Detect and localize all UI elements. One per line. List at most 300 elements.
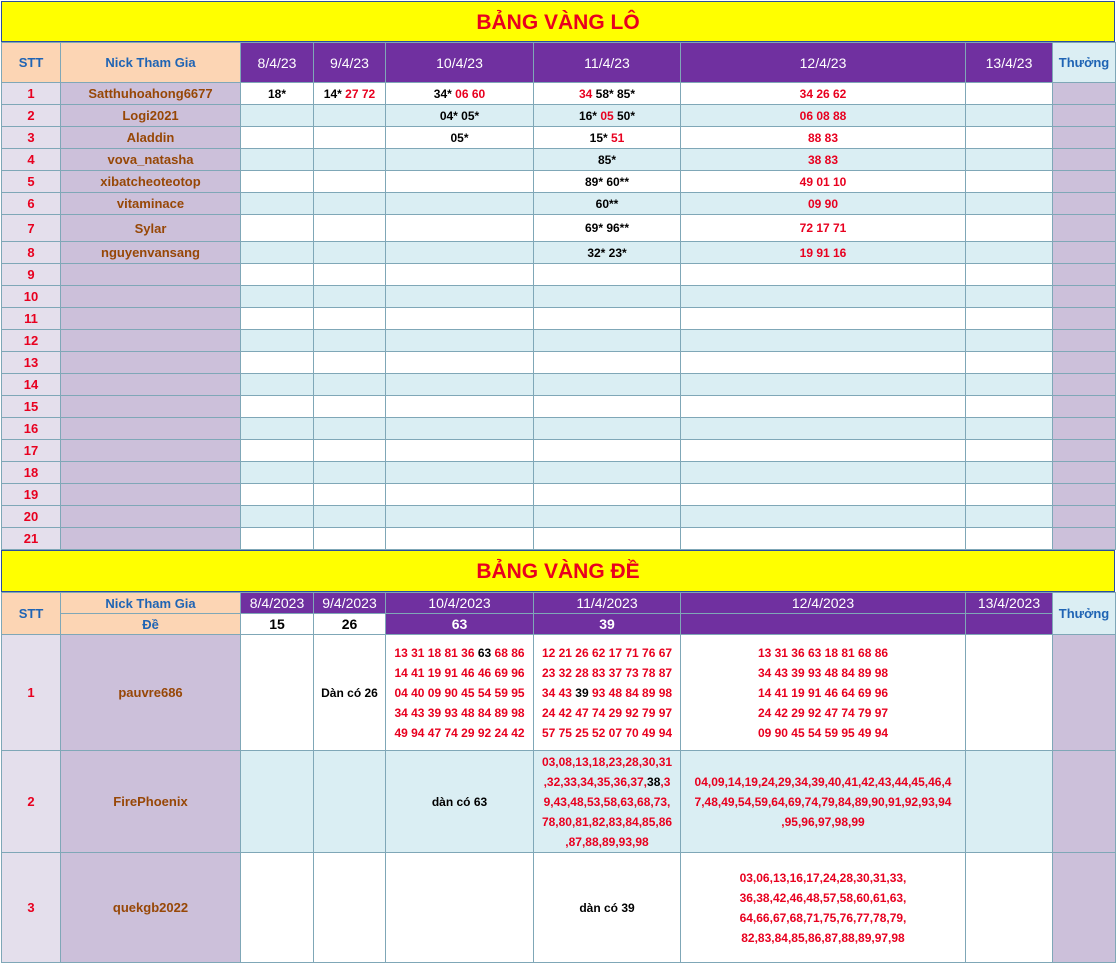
pick-cell <box>241 149 314 171</box>
pick-cell <box>966 374 1053 396</box>
player-nick <box>61 308 241 330</box>
pick-cell <box>681 506 966 528</box>
pick-cell <box>241 171 314 193</box>
pick-cell <box>314 396 386 418</box>
table-row <box>2 374 1116 396</box>
pick-cell <box>386 105 534 127</box>
pick-cell <box>966 215 1053 242</box>
pick-cell <box>386 215 534 242</box>
player-nick <box>61 264 241 286</box>
entry-text: 68 86 14 41 19 91 46 46 69 96 04 40 09 90 45 54 59 95 34 43 39 93 48 84 89 98 49 94 47 74 29 92 24 42 <box>394 645 525 740</box>
date-header: 10/4/2023 <box>386 593 534 614</box>
pick-cell <box>534 308 681 330</box>
reward-cell <box>1053 171 1116 193</box>
pick-cell <box>966 308 1053 330</box>
player-nick <box>61 484 241 506</box>
pick-cell: 03,06,13,16,17,24,28,30,31,33, 36,38,42,46,48,57,58,60,61,63, 64,66,67,68,71,75,76,77,78,79, 82,83,84,85,86,87,88,89,97,98 <box>681 853 966 963</box>
de-result-row <box>2 614 1116 635</box>
entry-text: 34 26 62 <box>799 86 847 101</box>
table-row <box>2 751 1116 853</box>
row-number: 14 <box>2 374 61 396</box>
pick-cell <box>534 149 681 171</box>
pick-cell <box>681 462 966 484</box>
reward-cell <box>1053 635 1116 751</box>
pick-cell <box>534 528 681 550</box>
result-number: 63 <box>386 614 534 635</box>
pick-cell <box>241 462 314 484</box>
entry-text: 58* 85* <box>595 86 636 101</box>
player-nick: vitaminace <box>61 193 241 215</box>
pick-cell <box>386 127 534 149</box>
pick-cell <box>534 264 681 286</box>
player-nick: quekgb2022 <box>61 853 241 963</box>
pick-cell <box>966 484 1053 506</box>
result-number: 26 <box>314 614 386 635</box>
date-header: 9/4/2023 <box>314 593 386 614</box>
pick-cell <box>681 308 966 330</box>
entry-text: 38 83 <box>807 152 839 167</box>
pick-cell <box>386 396 534 418</box>
pick-cell <box>681 396 966 418</box>
entry-text: 85* <box>597 152 617 167</box>
player-nick: FirePhoenix <box>61 751 241 853</box>
pick-cell <box>681 127 966 149</box>
table-row <box>2 149 1116 171</box>
pick-cell <box>966 127 1053 149</box>
pick-cell <box>241 418 314 440</box>
player-nick: Aladdin <box>61 127 241 149</box>
pick-cell <box>241 440 314 462</box>
table-row <box>2 506 1116 528</box>
pick-cell <box>966 149 1053 171</box>
pick-cell <box>681 193 966 215</box>
pick-cell <box>386 286 534 308</box>
pick-cell <box>534 83 681 105</box>
row-number: 2 <box>2 105 61 127</box>
pick-cell <box>241 286 314 308</box>
pick-cell <box>681 440 966 462</box>
lo-table <box>1 42 1116 550</box>
pick-cell <box>314 330 386 352</box>
pick-cell <box>386 352 534 374</box>
player-nick <box>61 330 241 352</box>
pick-cell <box>314 215 386 242</box>
table-row <box>2 352 1116 374</box>
row-number: 4 <box>2 149 61 171</box>
row-number: 16 <box>2 418 61 440</box>
reward-cell <box>1053 528 1116 550</box>
entry-text: 04* 05* <box>439 108 480 123</box>
pick-cell <box>534 396 681 418</box>
pick-cell <box>534 374 681 396</box>
player-nick <box>61 506 241 528</box>
pick-cell <box>534 506 681 528</box>
player-nick: nguyenvansang <box>61 242 241 264</box>
pick-cell <box>314 352 386 374</box>
entry-text: 14* <box>323 86 346 101</box>
pick-cell <box>314 853 386 963</box>
pick-cell <box>534 440 681 462</box>
pick-cell <box>314 264 386 286</box>
table-row <box>2 193 1116 215</box>
reward-cell <box>1053 440 1116 462</box>
reward-cell <box>1053 149 1116 171</box>
reward-cell <box>1053 751 1116 853</box>
pick-cell <box>966 193 1053 215</box>
date-header: 13/4/23 <box>966 43 1053 83</box>
entry-text: 60** <box>595 196 619 211</box>
row-number: 13 <box>2 352 61 374</box>
row-number: 21 <box>2 528 61 550</box>
pick-cell <box>386 528 534 550</box>
reward-cell <box>1053 853 1116 963</box>
table-row <box>2 528 1116 550</box>
pick-cell <box>966 105 1053 127</box>
pick-cell <box>386 83 534 105</box>
entry-text: 51 <box>611 130 625 145</box>
pick-cell <box>314 751 386 853</box>
reward-cell <box>1053 286 1116 308</box>
pick-cell <box>314 374 386 396</box>
pick-cell <box>386 171 534 193</box>
player-nick: xibatcheoteotop <box>61 171 241 193</box>
pick-cell <box>966 635 1053 751</box>
table-row <box>2 396 1116 418</box>
pick-cell <box>241 352 314 374</box>
pick-cell <box>314 149 386 171</box>
entry-text: 12 21 26 62 17 71 76 67 23 32 28 83 37 73 78 87 34 43 <box>541 645 673 700</box>
entry-text: 19 91 16 <box>799 245 847 260</box>
pick-cell: dàn có 39 <box>534 853 681 963</box>
reward-cell <box>1053 374 1116 396</box>
row-number: 11 <box>2 308 61 330</box>
date-header: 12/4/2023 <box>681 593 966 614</box>
pick-cell <box>314 193 386 215</box>
pick-cell <box>386 635 534 751</box>
table-row <box>2 484 1116 506</box>
entry-text: 38 <box>647 774 661 789</box>
entry-text: 27 72 <box>345 86 376 101</box>
entry-text: 34* <box>433 86 456 101</box>
player-nick <box>61 352 241 374</box>
entry-text: 63 <box>477 645 492 660</box>
pick-cell <box>386 330 534 352</box>
pick-cell: Dàn có 26 <box>314 635 386 751</box>
reward-cell <box>1053 83 1116 105</box>
reward-cell <box>1053 352 1116 374</box>
pick-cell <box>966 286 1053 308</box>
pick-cell <box>966 330 1053 352</box>
pick-cell <box>314 506 386 528</box>
pick-cell: 04,09,14,19,24,29,34,39,40,41,42,43,44,45,46,4 7,48,49,54,59,64,69,74,79,84,89,90,91,92,93,94 ,95,96,97,98,99 <box>681 751 966 853</box>
reward-cell <box>1053 193 1116 215</box>
pick-cell <box>386 440 534 462</box>
stt-header: STT <box>2 593 61 635</box>
pick-cell: 13 31 36 63 18 81 68 86 34 43 39 93 48 84 89 98 14 41 19 91 46 64 69 96 24 42 29 92 47 74 79 97 09 90 45 54 59 95 49 94 <box>681 635 966 751</box>
pick-cell <box>386 484 534 506</box>
reward-cell <box>1053 462 1116 484</box>
pick-cell <box>314 484 386 506</box>
pick-cell <box>966 264 1053 286</box>
row-number: 1 <box>2 83 61 105</box>
table-row <box>2 264 1116 286</box>
pick-cell <box>966 242 1053 264</box>
entry-text: 18* <box>267 86 287 101</box>
entry-text: 72 17 71 <box>799 221 847 235</box>
entry-text: 32* 23* <box>587 245 627 260</box>
table-row <box>2 635 1116 751</box>
table-row <box>2 853 1116 963</box>
reward-cell <box>1053 215 1116 242</box>
entry-text: 50* <box>617 108 636 123</box>
pick-cell <box>966 83 1053 105</box>
pick-cell <box>386 264 534 286</box>
pick-cell <box>966 751 1053 853</box>
pick-cell <box>386 242 534 264</box>
player-nick <box>61 374 241 396</box>
pick-cell <box>386 308 534 330</box>
reward-cell <box>1053 308 1116 330</box>
player-nick: vova_natasha <box>61 149 241 171</box>
table-row <box>2 105 1116 127</box>
entry-text: 49 01 10 <box>799 174 847 189</box>
row-number: 17 <box>2 440 61 462</box>
pick-cell <box>681 330 966 352</box>
pick-cell <box>314 418 386 440</box>
pick-cell <box>534 462 681 484</box>
result-number: 15 <box>241 614 314 635</box>
row-number: 12 <box>2 330 61 352</box>
pick-cell <box>534 330 681 352</box>
date-header: 9/4/23 <box>314 43 386 83</box>
pick-cell <box>241 853 314 963</box>
pick-cell <box>534 215 681 242</box>
entry-text: 05 <box>600 108 617 123</box>
player-nick <box>61 462 241 484</box>
pick-cell <box>534 286 681 308</box>
lo-header-row <box>2 43 1116 83</box>
pick-cell <box>314 105 386 127</box>
pick-cell <box>314 528 386 550</box>
pick-cell <box>681 83 966 105</box>
table-row <box>2 83 1116 105</box>
result-number: 39 <box>534 614 681 635</box>
pick-cell <box>681 528 966 550</box>
row-number: 10 <box>2 286 61 308</box>
pick-cell <box>241 484 314 506</box>
player-nick: Logi2021 <box>61 105 241 127</box>
pick-cell <box>966 396 1053 418</box>
pick-cell <box>966 418 1053 440</box>
player-nick <box>61 396 241 418</box>
thuong-header: Thưởng <box>1053 593 1116 635</box>
entry-text: 39 <box>575 685 589 700</box>
lo-title: BẢNG VÀNG LÔ <box>1 1 1115 42</box>
row-number: 1 <box>2 635 61 751</box>
player-nick <box>61 286 241 308</box>
row-number: 2 <box>2 751 61 853</box>
reward-cell <box>1053 242 1116 264</box>
pick-cell <box>241 83 314 105</box>
entry-text: 88 83 <box>807 130 839 145</box>
entry-text: ,3 9,43,48,53,58,63,68,73, 78,80,81,82,83,84,85,86 ,87,88,89,93,98 <box>541 774 673 849</box>
pick-cell <box>386 462 534 484</box>
date-header: 11/4/2023 <box>534 593 681 614</box>
pick-cell <box>966 440 1053 462</box>
pick-cell <box>534 127 681 149</box>
table-row <box>2 286 1116 308</box>
player-nick <box>61 418 241 440</box>
pick-cell <box>241 635 314 751</box>
pick-cell <box>534 484 681 506</box>
date-header: 13/4/2023 <box>966 593 1053 614</box>
row-number: 5 <box>2 171 61 193</box>
pick-cell <box>534 635 681 751</box>
pick-cell <box>534 105 681 127</box>
reward-cell <box>1053 264 1116 286</box>
player-nick <box>61 528 241 550</box>
pick-cell <box>966 528 1053 550</box>
pick-cell <box>241 374 314 396</box>
pick-cell <box>386 418 534 440</box>
table-row <box>2 308 1116 330</box>
pick-cell <box>314 440 386 462</box>
pick-cell <box>241 308 314 330</box>
pick-cell <box>241 264 314 286</box>
pick-cell <box>681 105 966 127</box>
pick-cell <box>386 193 534 215</box>
pick-cell <box>966 352 1053 374</box>
pick-cell <box>534 418 681 440</box>
entry-text: 69* 96** <box>584 221 630 235</box>
table-row <box>2 440 1116 462</box>
result-number <box>966 614 1053 635</box>
entry-text: 03,08,13,18,23,28,30,31 ,32,33,34,35,36,37, <box>541 754 673 789</box>
table-row <box>2 330 1116 352</box>
pick-cell <box>241 242 314 264</box>
reward-cell <box>1053 418 1116 440</box>
row-number: 3 <box>2 127 61 149</box>
pick-cell <box>241 127 314 149</box>
player-nick: Sylar <box>61 215 241 242</box>
row-number: 18 <box>2 462 61 484</box>
entry-text: 93 48 84 89 98 24 42 47 74 29 92 79 97 57 75 25 52 07 70 49 94 <box>541 685 673 740</box>
entry-text: 13 31 18 81 36 <box>394 645 478 660</box>
pick-cell <box>681 352 966 374</box>
thuong-header: Thưởng <box>1053 43 1116 83</box>
pick-cell <box>681 149 966 171</box>
player-nick: Satthuhoahong6677 <box>61 83 241 105</box>
entry-text: 05* <box>450 130 469 145</box>
reward-cell <box>1053 396 1116 418</box>
reward-cell <box>1053 127 1116 149</box>
pick-cell <box>386 149 534 171</box>
pick-cell <box>534 751 681 853</box>
pick-cell <box>314 171 386 193</box>
pick-cell <box>241 105 314 127</box>
row-number: 3 <box>2 853 61 963</box>
row-number: 6 <box>2 193 61 215</box>
pick-cell <box>241 751 314 853</box>
date-header: 8/4/2023 <box>241 593 314 614</box>
table-row <box>2 215 1116 242</box>
entry-text: 34 <box>578 86 596 101</box>
pick-cell <box>241 193 314 215</box>
de-header-row <box>2 593 1116 614</box>
row-number: 7 <box>2 215 61 242</box>
pick-cell <box>534 193 681 215</box>
pick-cell <box>241 330 314 352</box>
pick-cell <box>681 264 966 286</box>
pick-cell <box>241 215 314 242</box>
row-number: 15 <box>2 396 61 418</box>
pick-cell <box>314 127 386 149</box>
pick-cell <box>681 171 966 193</box>
reward-cell <box>1053 506 1116 528</box>
stt-header: STT <box>2 43 61 83</box>
pick-cell <box>534 242 681 264</box>
pick-cell <box>314 286 386 308</box>
pick-cell <box>534 171 681 193</box>
pick-cell <box>966 506 1053 528</box>
pick-cell <box>681 374 966 396</box>
entry-text: 15* <box>589 130 611 145</box>
pick-cell <box>534 352 681 374</box>
table-row <box>2 171 1116 193</box>
row-number: 8 <box>2 242 61 264</box>
pick-cell <box>314 242 386 264</box>
entry-text: 06 08 88 <box>799 108 847 123</box>
entry-text: 09 90 <box>807 196 839 211</box>
pick-cell <box>314 462 386 484</box>
nick-header: Nick Tham Gia <box>61 593 241 614</box>
result-number <box>681 614 966 635</box>
table-row <box>2 242 1116 264</box>
player-nick: pauvre686 <box>61 635 241 751</box>
pick-cell <box>681 484 966 506</box>
row-number: 9 <box>2 264 61 286</box>
pick-cell: dàn có 63 <box>386 751 534 853</box>
pick-cell <box>241 528 314 550</box>
table-row <box>2 127 1116 149</box>
pick-cell <box>386 853 534 963</box>
de-table <box>1 592 1116 963</box>
entry-text: 89* 60** <box>584 174 630 189</box>
entry-text: 16* <box>578 108 601 123</box>
date-header: 8/4/23 <box>241 43 314 83</box>
pick-cell <box>241 506 314 528</box>
pick-cell <box>681 242 966 264</box>
pick-cell <box>314 83 386 105</box>
pick-cell <box>966 853 1053 963</box>
row-number: 19 <box>2 484 61 506</box>
pick-cell <box>681 418 966 440</box>
reward-cell <box>1053 105 1116 127</box>
pick-cell <box>681 215 966 242</box>
pick-cell <box>966 462 1053 484</box>
player-nick <box>61 440 241 462</box>
date-header: 12/4/23 <box>681 43 966 83</box>
date-header: 11/4/23 <box>534 43 681 83</box>
pick-cell <box>314 308 386 330</box>
pick-cell <box>966 171 1053 193</box>
de-label: Đề <box>61 614 241 635</box>
pick-cell <box>386 506 534 528</box>
nick-header: Nick Tham Gia <box>61 43 241 83</box>
pick-cell <box>386 374 534 396</box>
table-row <box>2 462 1116 484</box>
entry-text: 06 60 <box>455 86 486 101</box>
